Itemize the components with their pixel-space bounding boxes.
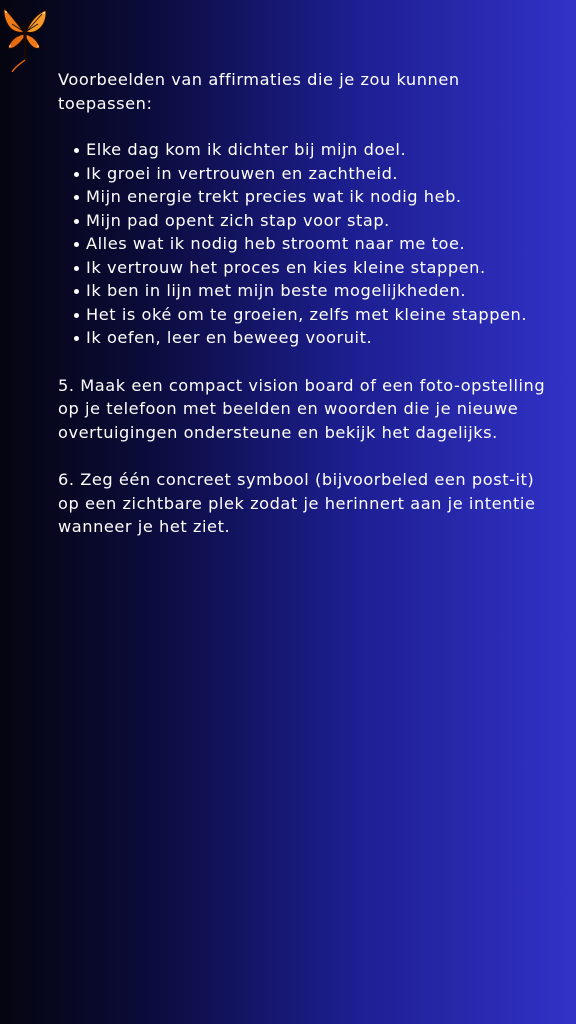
list-item: Het is oké om te groeien, zelfs met kleine stappen. — [58, 303, 548, 327]
intro-text: Voorbeelden van affirmaties die je zou kunnen toepassen: — [58, 70, 460, 113]
list-item: Mijn pad opent zich stap voor stap. — [58, 209, 548, 233]
affirmation-list — [58, 138, 548, 350]
list-item: Ik oefen, leer en beweeg vooruit. — [58, 326, 548, 350]
list-item: Elke dag kom ik dichter bij mijn doel. — [58, 138, 548, 162]
step-six-text: 6. Zeg één concreet symbool (bijvoorbeled een post-it) op een zichtbare plek zodat je herinnert aan je intentie wanneer je het ziet. — [58, 470, 536, 536]
list-item: Ik vertrouw het proces en kies kleine stappen. — [58, 256, 548, 280]
list-item: Ik groei in vertrouwen en zachtheid. — [58, 162, 548, 186]
list-item: Ik ben in lijn met mijn beste mogelijkheden. — [58, 279, 548, 303]
list-item: Alles wat ik nodig heb stroomt naar me toe. — [58, 232, 548, 256]
butterfly-icon — [2, 2, 48, 72]
list-item: Mijn energie trekt precies wat ik nodig heb. — [58, 185, 548, 209]
main-content — [58, 68, 548, 539]
step-five-text: 5. Maak een compact vision board of een foto-opstelling op je telefoon met beelden en woorden die je nieuwe overtuigingen ondersteune en bekijk het dagelijks. — [58, 375, 546, 442]
